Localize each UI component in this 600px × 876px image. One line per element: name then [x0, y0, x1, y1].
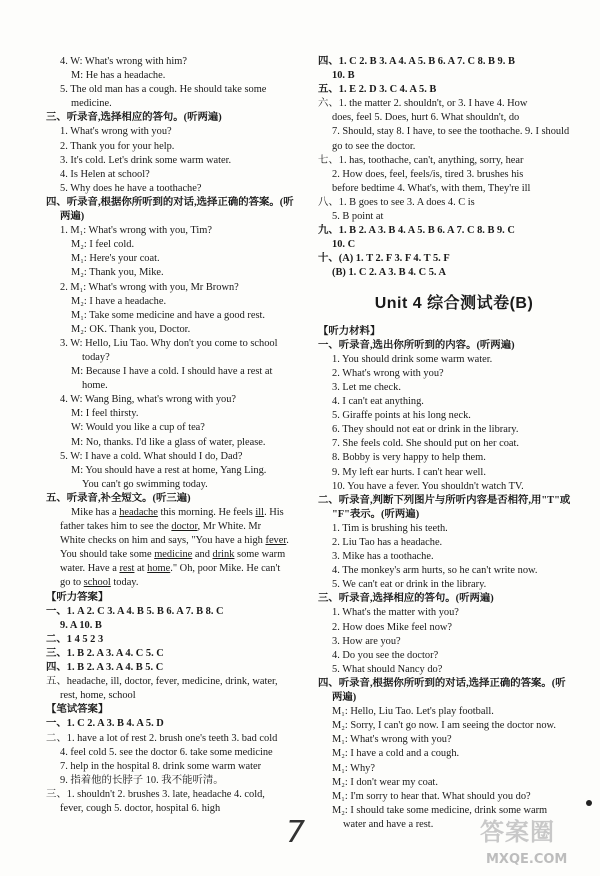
right_bottom-line: 4. I can't eat anything. [332, 396, 424, 408]
left-line: go to school today. [60, 577, 139, 589]
right_bottom-line: 8. Bobby is very happy to help them. [332, 452, 486, 464]
left-line: W: Would you like a cup of tea? [71, 422, 205, 434]
right_bottom-line: 两遍) [332, 692, 357, 704]
left-line: Mike has a headache this morning. He feels ill. His [71, 507, 284, 518]
left-line: 3. W: Hello, Liu Tao. Why don't you come to school [60, 337, 278, 349]
left-line: 一、1. A 2. C 3. A 4. B 5. B 6. A 7. B 8. C [46, 605, 224, 617]
left-line: 三、听录音,选择相应的答句。(听两遍) [46, 112, 222, 124]
left-line: White checks on him and says, "You have a high fever. [60, 535, 289, 547]
page-number: 7 [286, 815, 306, 850]
right_bottom-line: M₁: Why? [332, 762, 375, 774]
right_bottom-line: 1. Tim is brushing his teeth. [332, 522, 448, 534]
right_top-line: 10. B [332, 70, 355, 82]
right_top-line: 四、1. C 2. B 3. A 4. A 5. B 6. A 7. C 8. B 9. B [318, 56, 515, 67]
left-line: You should take some medicine and drink some warm [60, 549, 286, 561]
left-line: 2. M₁: What's wrong with you, Mr Brown? [60, 281, 239, 293]
left-line: 5. The old man has a cough. He should take some [60, 84, 267, 96]
right_bottom-line: 二、听录音,判断下列图片与所听内容是否相符,用"T"或 [318, 494, 571, 506]
left-line: father takes him to see the doctor, Mr White. Mr [60, 521, 262, 533]
left-line: 4. Is Helen at school? [60, 168, 150, 180]
right_bottom-line: 2. How does Mike feel now? [332, 621, 453, 633]
left-line: 2. Thank you for your help. [60, 140, 175, 152]
right_bottom-line: 1. You should drink some warm water. [332, 353, 493, 365]
right_bottom-line: 4. The monkey's arm hurts, so he can't write now. [332, 565, 538, 577]
right_top-line: 2. How does, feel, feels/is, tired 3. brushes his [332, 168, 524, 180]
right-column [318, 55, 590, 832]
left-line: M₁: Here's your coat. [71, 253, 160, 265]
right_top-line: 七、1. has, toothache, can't, anything, sorry, hear [318, 154, 524, 166]
right_bottom-line: 7. She feels cold. She should put on her coat. [332, 438, 519, 450]
right_bottom-line: 三、听录音,选择相应的答句。(听两遍) [318, 593, 494, 605]
left-line: 5. Why does he have a toothache? [60, 182, 202, 194]
left-line: M: He has a headache. [71, 70, 166, 82]
left-line: 四、1. B 2. A 3. A 4. B 5. C [46, 662, 164, 674]
right_top-line: 7. Should, stay 8. I have, to see the toothache. 9. I should [332, 126, 570, 138]
right_bottom-line: 1. What's the matter with you? [332, 607, 459, 619]
right_top-line: 五、1. E 2. D 3. C 4. A 5. B [318, 84, 437, 96]
right_bottom-line: 2. Liu Tao has a headache. [332, 537, 443, 548]
left-line: 【笔试答案】 [46, 704, 109, 716]
right_bottom-line: M₁: Hello, Liu Tao. Let's play football. [332, 706, 494, 718]
left-line: 4. W: Wang Bing, what's wrong with you? [60, 394, 237, 406]
right_top-line: 5. B point at [332, 211, 384, 223]
right_top-line: 十、(A) 1. T 2. F 3. F 4. T 5. F [318, 253, 450, 265]
right_bottom-line: 5. What should Nancy do? [332, 663, 443, 675]
left-line: M: You should have a rest at home, Yang Ling. [71, 464, 267, 476]
right_bottom-line: M₂: Sorry, I can't go now. I am seeing the doctor now. [332, 720, 556, 732]
left-line: 1. What's wrong with you? [60, 126, 172, 138]
right_bottom-line: M₂: I don't wear my coat. [332, 776, 438, 788]
right_top-line: (B) 1. C 2. A 3. B 4. C 5. A [332, 267, 447, 279]
left-line: 9. A 10. B [60, 619, 102, 631]
right_bottom-line: 4. Do you see the doctor? [332, 649, 439, 661]
left-line: 五、听录音,补全短文。(听三遍) [46, 492, 191, 504]
left-line: M: Because I have a cold. I should have a rest at [71, 366, 273, 378]
left-line: medicine. [71, 98, 112, 110]
left-line: 三、1. shouldn't 2. brushes 3. late, headache 4. cold, [46, 788, 265, 800]
left-line: M₂: OK. Thank you, Doctor. [71, 323, 191, 335]
left-column [46, 55, 308, 816]
right_bottom-line: M₁: I'm sorry to hear that. What should you do? [332, 790, 531, 802]
right_bottom-line: 3. How are you? [332, 635, 401, 647]
left-line: You can't go swimming today. [82, 478, 208, 490]
right_top-line: before bedtime 4. What's, with them, They're ill [332, 182, 531, 194]
left-line: 4. W: What's wrong with him? [60, 56, 187, 67]
right_top-line: does, feel 5. Does, hurt 6. What shouldn't, do [332, 112, 520, 124]
right_bottom-line: 5. Giraffe points at his long neck. [332, 410, 471, 422]
left-line: 一、1. C 2. A 3. B 4. A 5. D [46, 718, 164, 730]
left-line: home. [82, 380, 108, 392]
left-line: 四、听录音,根据你所听到的对话,选择正确的答案。(听 [46, 196, 294, 208]
right_top-line: 八、1. B goes to see 3. A does 4. C is [318, 196, 475, 208]
left-line: 两遍) [60, 211, 85, 223]
left-line: M₁: Take some medicine and have a good rest. [71, 309, 266, 321]
left-line: 五、headache, ill, doctor, fever, medicine, drink, water, [46, 676, 278, 688]
left-line: M₂: I feel cold. [71, 239, 135, 251]
page-edge-marker [586, 800, 592, 806]
left-line: 1. M₁: What's wrong with you, Tim? [60, 225, 212, 237]
unit-title: Unit 4 综合测试卷(B) [374, 294, 534, 312]
right_bottom-line: "F"表示。(听两遍) [332, 508, 420, 520]
right_bottom-line: 10. You have a fever. You shouldn't watch TV. [332, 480, 524, 492]
left-line: 4. feel cold 5. see the doctor 6. take some medicine [60, 746, 273, 758]
right_bottom-line: 一、听录音,选出你所听到的内容。(听两遍) [318, 339, 515, 351]
right_bottom-line: 6. They should not eat or drink in the library. [332, 424, 519, 436]
right_bottom-line: water and have a rest. [343, 818, 434, 830]
left-line: 5. W: I have a cold. What should I do, Dad? [60, 450, 243, 462]
right_bottom-line: 【听力材料】 [318, 325, 381, 337]
right_bottom-line: M₂: I have a cold and a cough. [332, 748, 460, 760]
left-line: M: I feel thirsty. [71, 408, 139, 420]
right_bottom-line: 2. What's wrong with you? [332, 367, 444, 379]
right_bottom-line: 3. Let me check. [332, 381, 401, 393]
listening-materials-section [318, 325, 590, 832]
watermark-text: 答案圈 [480, 818, 555, 846]
right_bottom-line: M₁: What's wrong with you? [332, 734, 452, 746]
watermark-url: MXQE.COM [486, 852, 568, 867]
left-line: 9. 指着他的长脖子 10. 我不能听清。 [60, 774, 224, 786]
right_top-line: go to see the doctor. [332, 140, 416, 152]
left-line: 7. help in the hospital 8. drink some warm water [60, 760, 262, 772]
watermark-logo [480, 818, 588, 871]
left-line: 【听力答案】 [46, 591, 109, 603]
left-line: fever, cough 5. doctor, hospital 6. high [60, 802, 221, 814]
right_bottom-line: 9. My left ear hurts. I can't hear well. [332, 466, 486, 478]
answer-section-continued [318, 55, 590, 281]
right_top-line: 九、1. B 2. A 3. B 4. A 5. B 6. A 7. C 8. B 9. C [318, 225, 515, 237]
right_bottom-line: M₂: I should take some medicine, drink some warm [332, 804, 548, 816]
right_bottom-line: 5. We can't eat or drink in the library. [332, 579, 487, 591]
right_top-line: 10. C [332, 239, 356, 251]
right_bottom-line: 3. Mike has a toothache. [332, 551, 434, 563]
left-line: 3. It's cold. Let's drink some warm water. [60, 154, 232, 166]
left-line: 二、1. have a lot of rest 2. brush one's teeth 3. bad cold [46, 732, 278, 744]
left-line: M₂: Thank you, Mike. [71, 267, 164, 279]
left-line: today? [82, 351, 110, 363]
left-line: water. Have a rest at home." Oh, poor Mike. He can't [60, 563, 281, 575]
left-line: 三、1. B 2. A 3. A 4. C 5. C [46, 647, 164, 659]
left-line: M: No, thanks. I'd like a glass of water, please. [71, 436, 266, 448]
left-line: M₂: I have a headache. [71, 295, 167, 307]
left-line: 二、1 4 5 2 3 [46, 633, 104, 645]
right_bottom-line: 四、听录音,根据你所听到的对话,选择正确的答案。(听 [318, 677, 566, 689]
right_top-line: 六、1. the matter 2. shouldn't, or 3. I have 4. How [318, 98, 528, 110]
left-line: rest, home, school [60, 690, 136, 702]
